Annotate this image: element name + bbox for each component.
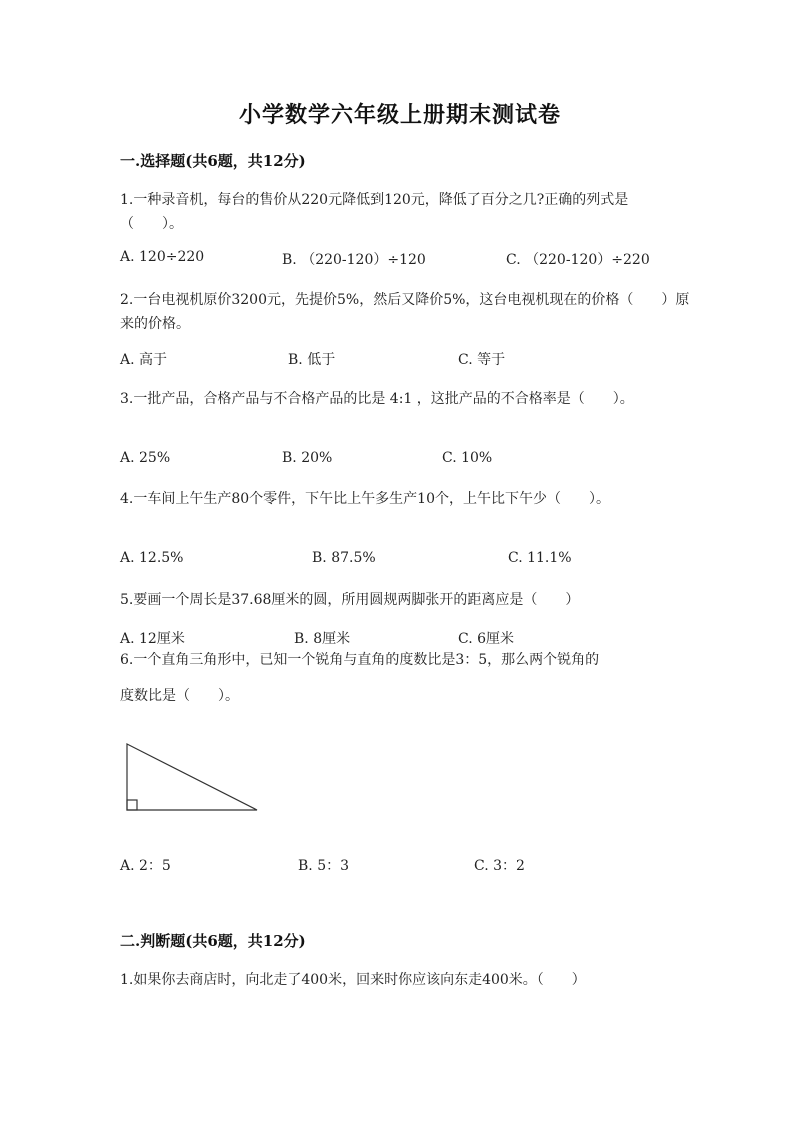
right-triangle-figure (120, 738, 265, 816)
section-heading-judgement: 二.判断题(共6题，共12分) (120, 932, 306, 950)
question-6-line-2: 度数比是（ ）。 (120, 688, 239, 704)
right-angle-mark (127, 800, 137, 810)
option-b[interactable]: B. 8厘米 (294, 631, 351, 647)
page-title: 小学数学六年级上册期末测试卷 (238, 102, 561, 128)
option-a[interactable]: A. 2：5 (120, 858, 171, 874)
option-c[interactable]: C. 3：2 (474, 858, 525, 874)
options-1 (120, 249, 720, 269)
option-b[interactable]: B. 87.5% (312, 550, 376, 566)
options-4 (120, 550, 720, 570)
option-a[interactable]: A. 12厘米 (120, 631, 185, 647)
question-6-line-1: 6.一个直角三角形中，已知一个锐角与直角的度数比是3：5，那么两个锐角的 (120, 652, 600, 668)
option-a[interactable]: A. 25% (120, 450, 171, 466)
option-c[interactable]: C. （220-120）÷220 (506, 252, 650, 268)
options-5 (120, 628, 720, 648)
option-c[interactable]: C. 10% (442, 450, 493, 466)
options-6 (120, 855, 720, 875)
option-b[interactable]: B. （220-120）÷120 (282, 252, 426, 268)
option-a[interactable]: A. 120÷220 (120, 249, 205, 265)
options-3 (120, 450, 720, 470)
option-a[interactable]: A. 12.5% (120, 550, 184, 566)
option-c[interactable]: C. 等于 (458, 352, 506, 368)
question-4: 4.一车间上午生产80个零件，下午比上午多生产10个，上午比下午少（ ）。 (120, 491, 610, 507)
question-5: 5.要画一个周长是37.68厘米的圆，所用圆规两脚张开的距离应是（ ） (120, 592, 580, 608)
question-1: 1.一种录音机，每台的售价从220元降低到120元，降低了百分之几?正确的列式是（ ）。 (120, 192, 629, 232)
option-b[interactable]: B. 低于 (288, 352, 336, 368)
judgement-question-1: 1.如果你去商店时，向北走了400米，回来时你应该向东走400米。（ ） (120, 972, 586, 988)
option-a[interactable]: A. 高于 (120, 352, 168, 368)
option-b[interactable]: B. 20% (282, 450, 333, 466)
option-c[interactable]: C. 6厘米 (458, 631, 515, 647)
options-2 (120, 349, 720, 369)
section-heading-choice: 一.选择题(共6题，共12分) (120, 152, 306, 170)
option-b[interactable]: B. 5：3 (298, 858, 350, 874)
question-2: 2.一台电视机原价3200元，先提价5%，然后又降价5%，这台电视机现在的价格（ ）原来的价格。 (120, 292, 690, 332)
question-3: 3.一批产品，合格产品与不合格产品的比是 4:1 ，这批产品的不合格率是（ ）。 (120, 391, 634, 407)
option-c[interactable]: C. 11.1% (508, 550, 572, 566)
